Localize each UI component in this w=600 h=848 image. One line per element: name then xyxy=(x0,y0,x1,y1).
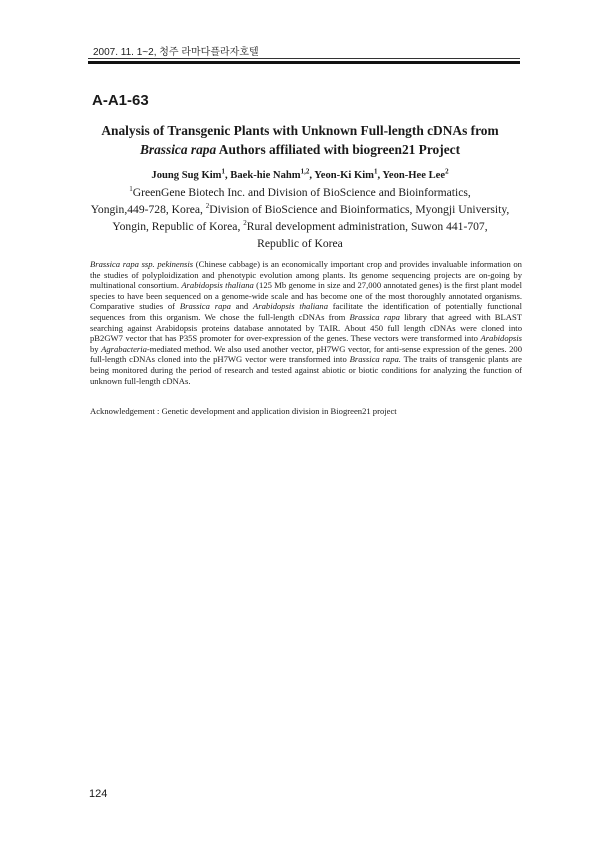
affiliation-text: GreenGene Biotech Inc. and Division of BioScience and Bioinformatics, xyxy=(132,186,471,199)
affiliation-text: Yongin, Republic of Korea, xyxy=(112,220,244,233)
abstract-paragraph xyxy=(90,259,522,386)
abstract-text: facilitate the identification of potentially functional sequences from this organism. We chose the full-length cDNAs from xyxy=(90,301,522,322)
species-name: Agrabacteria xyxy=(101,343,147,354)
affiliation-line xyxy=(80,235,520,252)
author-affiliation-mark: 1 xyxy=(374,167,378,176)
author-name: Yeon-Ki Kim xyxy=(314,170,374,181)
title-line-2 xyxy=(80,140,520,159)
title-species: Brassica rapa xyxy=(139,142,217,157)
affiliation-text: Division of BioScience and Bioinformatics, Myongji University, xyxy=(209,203,510,216)
abstract-body xyxy=(90,259,522,386)
abstract-text: (Chinese cabbage) is an economically important crop and provides invaluable information on the studies of polyploidization and phenotypic evolution among plants. Its genome sequencing projects are on-going by multinational consortium. xyxy=(90,259,522,291)
abstract-text: by xyxy=(90,343,102,354)
page-number: 124 xyxy=(89,788,108,800)
author-list xyxy=(80,167,520,181)
author-affiliation-mark: 2 xyxy=(445,167,449,176)
species-name: Arabidopsis thaliana xyxy=(181,280,254,291)
affiliation-line xyxy=(80,218,520,235)
author-name: Joung Sug Kim xyxy=(151,170,222,181)
author-affiliation-mark: 1 xyxy=(221,167,225,176)
abstract-text: library that agreed with BLAST searching against Arabidopsis proteins database annotated by TAIR. About 450 full length cDNAs were cloned into pB2GW7 vector that has P35S promoter for over-expression of the genes. These vectors were transformed into xyxy=(90,311,522,344)
species-name: Brassica rapa xyxy=(179,301,231,312)
author-separator: , xyxy=(377,170,383,181)
running-header: 2007. 11. 1~2, 청주 라마다플라자호텔 xyxy=(93,47,259,58)
abstract-text: (125 Mb genome in size and 27,000 annotated genes) is the first plant model species to have been sequenced on a genome-wide scale and has become one of the most thoroughly annotated organisms. Comparative studies of xyxy=(90,280,522,312)
species-name: Brassica rapa ssp. pekinensis xyxy=(90,259,194,269)
header-rule-thin xyxy=(88,58,520,59)
species-name: Arabidopsis thaliana xyxy=(253,301,328,312)
abstract-code: A-A1-63 xyxy=(92,92,149,109)
author-affiliation-mark: 1,2 xyxy=(300,167,310,176)
affiliation-mark: 2 xyxy=(205,202,210,211)
affiliation-text: Rural development administration, Suwon 441-707, xyxy=(246,220,488,233)
header-rule-thick xyxy=(88,61,520,64)
author-name: Yeon-Hee Lee xyxy=(382,170,446,181)
affiliation-line xyxy=(80,184,520,201)
author-separator: , xyxy=(224,170,231,181)
affiliation-text: Yongin,449-728, Korea, xyxy=(90,203,206,216)
affiliation-line xyxy=(80,201,520,218)
species-name: Arabidopsis xyxy=(480,333,522,344)
affiliation-mark: 1 xyxy=(129,185,133,194)
abstract-text: -mediated method. We also used another vector, pH7WG vector, for anti-sense expression of the genes. 200 full-length cDNAs cloned into the pH7WG vector were transformed into xyxy=(90,343,523,365)
author-separator: , xyxy=(309,170,315,181)
acknowledgement: Acknowledgement : Genetic development and application division in Biogreen21 project xyxy=(90,406,397,416)
title-line-2-rest: Authors affiliated with biogreen21 Project xyxy=(216,142,461,157)
affiliation-mark: 2 xyxy=(243,219,247,228)
abstract-text: The traits of transgenic plants are being monitored during the period of research and tested against abiotic or biotic conditions for analyzing the function of unknown full-length cDNAs. xyxy=(90,354,522,386)
author-name: Baek-hie Nahm xyxy=(230,170,301,181)
species-name: Brassica rapa xyxy=(349,311,400,322)
title-line-1: Analysis of Transgenic Plants with Unknown Full-length cDNAs from xyxy=(101,123,499,138)
abstract-text: and xyxy=(230,301,253,312)
species-name: Brassica rapa. xyxy=(349,354,401,365)
affiliation-text: Republic of Korea xyxy=(257,237,343,250)
paper-title xyxy=(80,121,520,159)
affiliations xyxy=(80,184,520,252)
